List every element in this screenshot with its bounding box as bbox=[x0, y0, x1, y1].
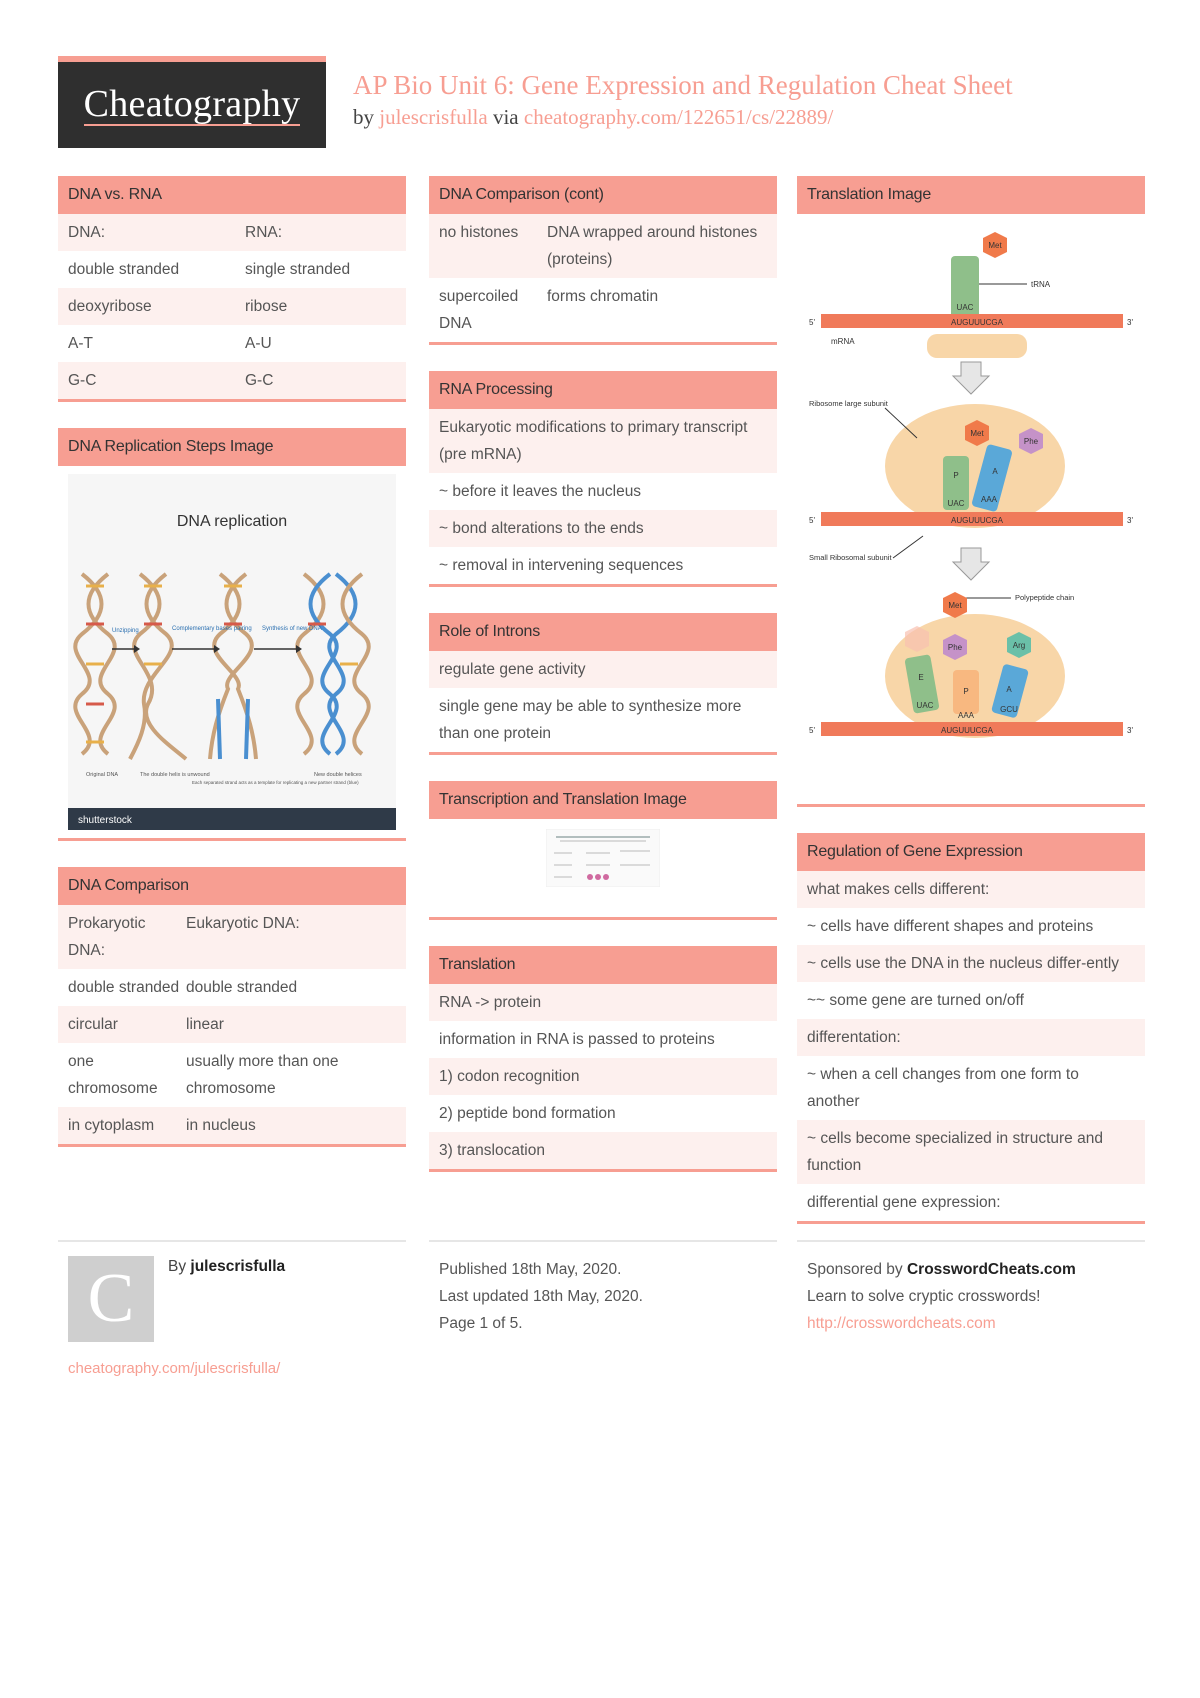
section-title: DNA Comparison bbox=[58, 867, 406, 905]
table-cell: G-C bbox=[245, 372, 274, 389]
list-item: 3) translocation bbox=[429, 1132, 777, 1169]
list-item: ~ cells have different shapes and proteins bbox=[807, 918, 1094, 935]
table-cell: linear bbox=[186, 1016, 224, 1033]
table-cell: Prokaryotic DNA: bbox=[68, 915, 146, 959]
section-title: Transcription and Translation Image bbox=[429, 781, 777, 819]
section-tt-image bbox=[429, 781, 777, 920]
list-item: regulate gene activity bbox=[429, 651, 777, 688]
page-footer bbox=[58, 1240, 1138, 1380]
list-body bbox=[429, 984, 777, 1169]
table-cell: circular bbox=[68, 1016, 118, 1033]
section-role-of-introns bbox=[429, 613, 777, 755]
footer-dates bbox=[429, 1240, 777, 1337]
label-3prime: 3' bbox=[1127, 318, 1133, 327]
label-met: Met bbox=[970, 429, 984, 438]
list-item: 2) peptide bond formation bbox=[439, 1105, 616, 1122]
sponsor-name[interactable]: CrosswordCheats.com bbox=[906, 1261, 1076, 1278]
tt-image-wrap bbox=[429, 819, 777, 917]
label-site-p: P bbox=[953, 471, 959, 480]
label-met: Met bbox=[988, 241, 1002, 250]
table-row bbox=[429, 278, 777, 342]
label-site-a: A bbox=[992, 467, 998, 476]
table-cell: single stranded bbox=[245, 261, 351, 278]
sponsor-url-link[interactable]: http://crosswordcheats.com bbox=[807, 1315, 996, 1332]
label-sequence: AUGUUUCGA bbox=[950, 516, 1004, 525]
step-label: Unzipping bbox=[112, 628, 139, 634]
table-row bbox=[58, 1006, 406, 1043]
list-item: single gene may be able to synthesize more than one protein bbox=[439, 698, 742, 742]
table-cell: double stranded bbox=[68, 979, 180, 996]
list-item: ~ when a cell changes from one form to another bbox=[807, 1066, 1079, 1110]
table-row bbox=[58, 325, 406, 362]
author-link[interactable]: julescrisfulla bbox=[379, 105, 488, 129]
label-5prime: 5' bbox=[809, 516, 815, 525]
list-item: ~ cells use the DNA in the nucleus differ-ently bbox=[797, 945, 1145, 982]
table-cell: double stranded bbox=[186, 979, 298, 996]
list-item: differential gene expression: bbox=[807, 1194, 1001, 1211]
table-row bbox=[58, 1107, 406, 1144]
footer-by bbox=[168, 1258, 285, 1276]
sponsor-tagline: Learn to solve cryptic crosswords! bbox=[807, 1288, 1041, 1305]
section-dna-comparison bbox=[58, 867, 406, 1147]
list-item: Eukaryotic modifications to primary transcript (pre mRNA) bbox=[429, 409, 777, 473]
list-item: ~ cells become specialized in structure and function bbox=[797, 1120, 1145, 1184]
column-2 bbox=[429, 176, 777, 1198]
avatar-letter: C bbox=[87, 1260, 135, 1337]
table-cell: no histones bbox=[439, 224, 519, 241]
caption: Each separated strand acts as a template for replicating a new partner strand (blue) bbox=[192, 780, 359, 785]
table-row bbox=[58, 362, 406, 399]
section-title: DNA Replication Steps Image bbox=[58, 428, 406, 466]
label-site-a: A bbox=[1006, 685, 1012, 694]
table-body bbox=[58, 214, 406, 399]
table-row bbox=[58, 969, 406, 1006]
list-item: ~ before it leaves the nucleus bbox=[439, 483, 642, 500]
table-cell: DNA: bbox=[68, 224, 106, 241]
table-row bbox=[58, 214, 406, 251]
by-word: by bbox=[353, 105, 374, 129]
page-number: Page 1 of 5. bbox=[439, 1315, 523, 1332]
table-cell: DNA wrapped around histones (proteins) bbox=[547, 224, 758, 268]
sponsor-line bbox=[797, 1256, 1145, 1283]
table-cell: A-U bbox=[245, 335, 272, 352]
sheet-url-link[interactable]: cheatography.com/122651/cs/22889/ bbox=[523, 105, 834, 129]
section-title: RNA Processing bbox=[429, 371, 777, 409]
list-item: ~ removal in intervening sequences bbox=[439, 557, 684, 574]
sponsor-prefix: Sponsored by bbox=[807, 1261, 903, 1278]
translation-image-wrap bbox=[797, 214, 1145, 804]
replication-image bbox=[58, 466, 406, 838]
label-site-e: E bbox=[918, 673, 924, 682]
table-cell: one chromosome bbox=[68, 1053, 158, 1097]
list-item: 1) codon recognition bbox=[429, 1058, 777, 1095]
caption: The double helix is unwound bbox=[140, 772, 210, 778]
label-anticodon: UAC bbox=[956, 303, 974, 312]
table-cell: G-C bbox=[68, 372, 97, 389]
section-title: Translation Image bbox=[797, 176, 1145, 214]
list-body bbox=[797, 871, 1145, 1221]
section-title: Role of Introns bbox=[429, 613, 777, 651]
label-sequence: AUGUUUCGA bbox=[940, 726, 994, 735]
list-item: differentation: bbox=[797, 1019, 1145, 1056]
label-met: Met bbox=[948, 601, 962, 610]
label-phe: Phe bbox=[947, 643, 963, 652]
section-rna-processing bbox=[429, 371, 777, 587]
label-3prime: 3' bbox=[1127, 516, 1133, 525]
table-row bbox=[58, 288, 406, 325]
section-dna-vs-rna bbox=[58, 176, 406, 402]
table-cell: deoxyribose bbox=[68, 298, 152, 315]
section-title: DNA vs. RNA bbox=[58, 176, 406, 214]
list-item: RNA -> protein bbox=[429, 984, 777, 1021]
list-body bbox=[429, 651, 777, 752]
label-anticodon: AAA bbox=[957, 711, 975, 720]
section-regulation bbox=[797, 833, 1145, 1224]
logo-text: Cheatography bbox=[83, 83, 301, 125]
label-anticodon: AAA bbox=[980, 495, 998, 504]
diagram-heading: DNA replication bbox=[176, 513, 288, 530]
table-row bbox=[429, 214, 777, 278]
list-item: what makes cells different: bbox=[797, 871, 1145, 908]
table-body bbox=[58, 905, 406, 1144]
list-body bbox=[429, 409, 777, 584]
section-translation bbox=[429, 946, 777, 1172]
byline bbox=[353, 105, 1133, 130]
label-site-p: P bbox=[963, 687, 969, 696]
footer-author-name[interactable]: julescrisfulla bbox=[190, 1258, 286, 1275]
dna-replication-diagram bbox=[68, 474, 396, 830]
label-phe: Phe bbox=[1023, 437, 1039, 446]
list-item: information in RNA is passed to proteins bbox=[439, 1031, 715, 1048]
column-1 bbox=[58, 176, 406, 1173]
caption: Original DNA bbox=[86, 772, 119, 778]
table-cell: A-T bbox=[68, 335, 93, 352]
table-cell: Eukaryotic DNA: bbox=[186, 915, 300, 932]
section-replication-image bbox=[58, 428, 406, 841]
published-date: Published 18th May, 2020. bbox=[439, 1261, 622, 1278]
section-translation-image bbox=[797, 176, 1145, 807]
step-label: Synthesis of new DNA bbox=[262, 626, 322, 632]
label-arg: Arg bbox=[1012, 641, 1026, 650]
list-item: ~~ some gene are turned on/off bbox=[807, 992, 1024, 1009]
label-polypeptide: Polypeptide chain bbox=[1015, 593, 1075, 602]
page-title: AP Bio Unit 6: Gene Expression and Regulation Cheat Sheet bbox=[353, 70, 1013, 100]
label-anticodon: GCU bbox=[1000, 705, 1018, 714]
column-3 bbox=[797, 176, 1145, 1250]
transcription-translation-thumbnail[interactable] bbox=[546, 829, 660, 887]
image-watermark: shutterstock bbox=[78, 815, 132, 826]
caption: New double helices bbox=[314, 772, 362, 778]
label-anticodon: UAC bbox=[947, 499, 965, 508]
label-sequence: AUGUUUCGA bbox=[950, 318, 1004, 327]
label-5prime: 5' bbox=[809, 726, 815, 735]
step-label: Complementary bases pairing bbox=[172, 626, 252, 632]
table-cell: ribose bbox=[245, 298, 288, 315]
table-cell: forms chromatin bbox=[547, 288, 659, 305]
section-title: DNA Comparison (cont) bbox=[429, 176, 777, 214]
label-3prime: 3' bbox=[1127, 726, 1133, 735]
table-row bbox=[58, 1043, 406, 1107]
footer-sponsor bbox=[797, 1240, 1145, 1337]
table-cell: RNA: bbox=[245, 224, 283, 241]
table-cell: in cytoplasm bbox=[68, 1117, 155, 1134]
table-cell: in nucleus bbox=[186, 1117, 256, 1134]
page-header bbox=[58, 56, 1138, 151]
by-prefix: By bbox=[168, 1258, 187, 1275]
table-cell: supercoiled DNA bbox=[439, 288, 519, 332]
label-small-subunit: Small Ribosomal subunit bbox=[809, 553, 892, 562]
section-dna-comparison-cont bbox=[429, 176, 777, 345]
list-item: ~ bond alterations to the ends bbox=[429, 510, 777, 547]
table-row bbox=[58, 905, 406, 969]
label-5prime: 5' bbox=[809, 318, 815, 327]
table-cell: double stranded bbox=[68, 261, 180, 278]
table-row bbox=[58, 251, 406, 288]
label-large-subunit: Ribosome large subunit bbox=[809, 399, 888, 408]
label-anticodon: UAC bbox=[916, 701, 934, 710]
avatar[interactable] bbox=[68, 1256, 154, 1342]
section-title: Translation bbox=[429, 946, 777, 984]
footer-author bbox=[58, 1240, 406, 1380]
updated-date: Last updated 18th May, 2020. bbox=[439, 1288, 643, 1305]
section-title: Regulation of Gene Expression bbox=[797, 833, 1145, 871]
translation-diagram bbox=[805, 226, 1137, 792]
label-trna: tRNA bbox=[1031, 280, 1051, 289]
author-profile-link[interactable]: cheatography.com/julescrisfulla/ bbox=[68, 1360, 281, 1377]
cheatography-logo[interactable] bbox=[58, 56, 326, 148]
title-block bbox=[353, 70, 1133, 130]
label-mrna: mRNA bbox=[831, 337, 855, 346]
table-cell: usually more than one chromosome bbox=[186, 1053, 339, 1097]
table-body bbox=[429, 214, 777, 342]
via-word: via bbox=[492, 105, 519, 129]
